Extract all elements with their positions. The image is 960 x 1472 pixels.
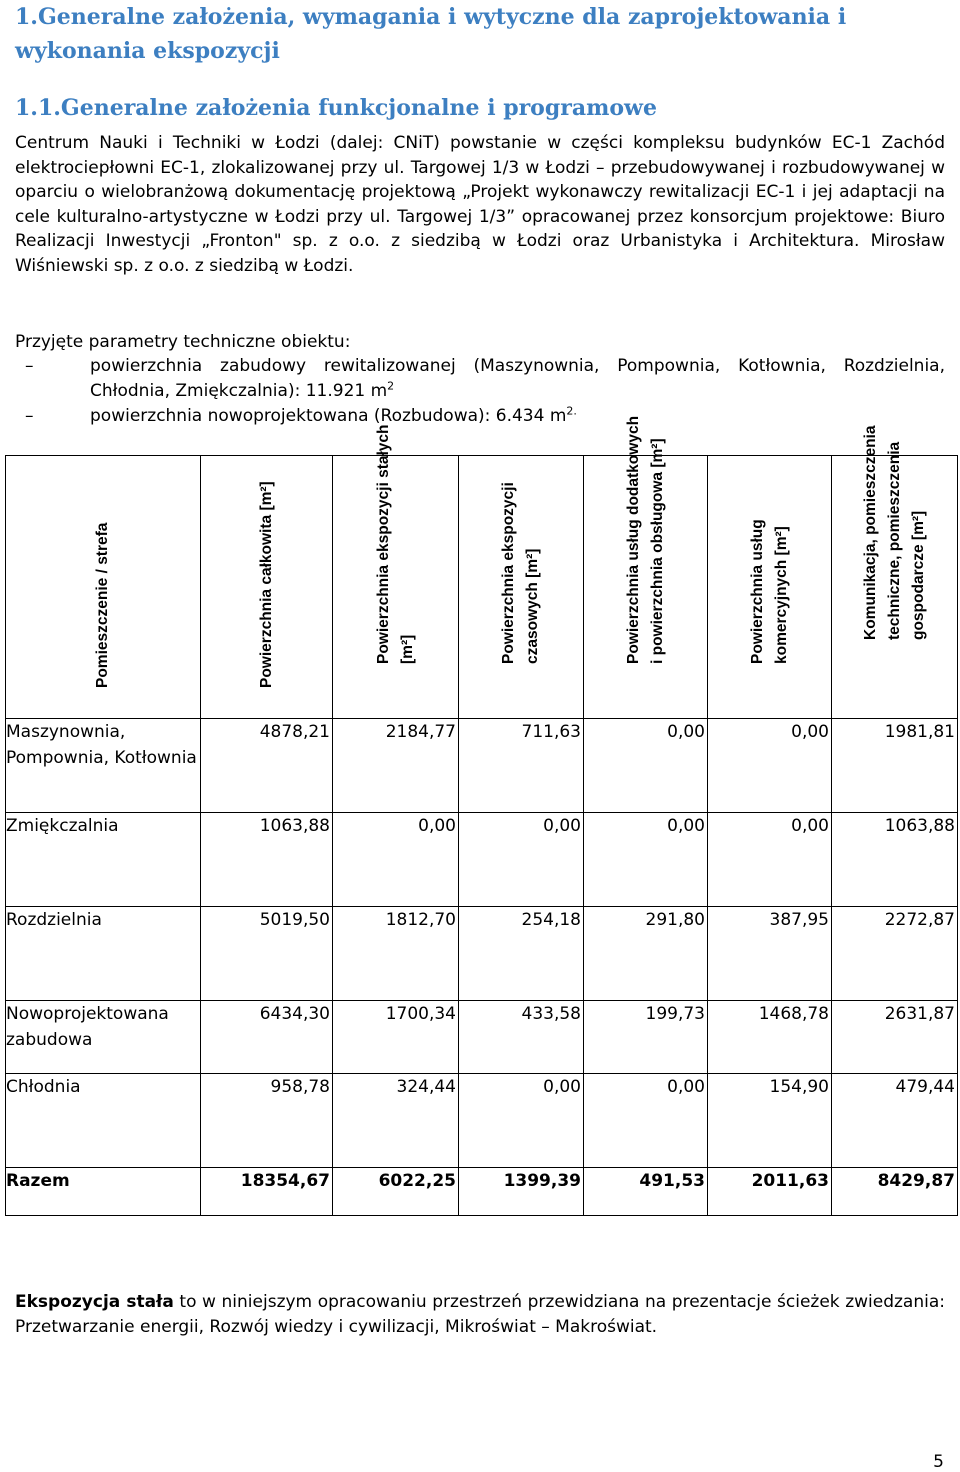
column-header: Powierzchnia całkowita [m²] xyxy=(257,481,275,688)
table-cell: 711,63 xyxy=(459,719,584,813)
table-cell: 1063,88 xyxy=(201,813,333,907)
list-item-text: powierzchnia zabudowy rewitalizowanej (Maszynownia, Pompownia, Kotłownia, Rozdzielnia, Chłodnia, Zmiękczalnia): 11.921 m xyxy=(90,356,945,401)
table-header-cell xyxy=(584,415,708,719)
table-cell: 6434,30 xyxy=(201,1001,333,1074)
column-header: Powierzchnia usług dodatkowych i powierzchnia obsługowa [m²] xyxy=(624,415,666,664)
table-header-cell xyxy=(333,424,459,719)
table-cell: 0,00 xyxy=(708,813,832,907)
table-cell: 1981,81 xyxy=(832,719,958,813)
list-item xyxy=(15,354,945,404)
list-dash: – xyxy=(25,356,34,376)
exposition-term: Ekspozycja stała xyxy=(15,1292,174,1312)
parameters-list xyxy=(15,354,945,429)
table-cell: 2272,87 xyxy=(832,907,958,1001)
table-cell: 1399,39 xyxy=(459,1168,584,1216)
table-cell: 0,00 xyxy=(584,719,708,813)
row-name: Zmiękczalnia xyxy=(6,813,201,907)
list-dash: – xyxy=(25,406,34,426)
table-cell: 4878,21 xyxy=(201,719,333,813)
table-header-cell xyxy=(6,456,201,719)
table-cell: 324,44 xyxy=(333,1074,459,1168)
table-row xyxy=(6,719,958,813)
table-cell: 0,00 xyxy=(459,1074,584,1168)
table-cell: 0,00 xyxy=(708,719,832,813)
column-header: Powierzchnia usług komercyjnych [m²] xyxy=(748,519,790,664)
table-cell: 479,44 xyxy=(832,1074,958,1168)
list-item-sup: 2 xyxy=(387,379,395,393)
row-name: Nowoprojektowana zabudowa xyxy=(6,1001,201,1074)
table-row xyxy=(6,907,958,1001)
list-item xyxy=(15,404,945,429)
table-header-cell xyxy=(708,456,832,719)
table-cell: 0,00 xyxy=(584,1074,708,1168)
table-cell: 1468,78 xyxy=(708,1001,832,1074)
table-cell: 2184,77 xyxy=(333,719,459,813)
table-cell: 8429,87 xyxy=(832,1168,958,1216)
exposition-text: to w niniejszym opracowaniu przestrzeń przewidziana na prezentacje ścieżek zwiedzania: Przetwarzanie energii, Rozwój wiedzy i cywilizacji, Mikroświat – Makroświat. xyxy=(15,1292,945,1337)
table-cell: 154,90 xyxy=(708,1074,832,1168)
table-cell: 491,53 xyxy=(584,1168,708,1216)
column-header: Powierzchnia ekspozycji stałych [m²] xyxy=(374,424,416,664)
table-cell: 958,78 xyxy=(201,1074,333,1168)
table-cell: 0,00 xyxy=(584,813,708,907)
intro-paragraph: Centrum Nauki i Techniki w Łodzi (dalej: CNiT) powstanie w części kompleksu budynków EC-1 Zachód elektrociepłowni EC-1, zlokalizowanej przy ul. Targowej 1/3 w Łodzi – przebudowywanej i rozbudowywanej w oparciu o wielobranżową dokumentację projektową „Projekt wykonawczy rewitalizacji EC-1 i jej adaptacji na cele kulturalno-artystyczne w Łodzi przy ul. Targowej 1/3” opracowanej przez konsorcjum projektowe: Biuro Realizacji Inwestycji „Fronton" sp. z o.o. z siedzibą w Łodzi oraz Urbanistyka i Architektura. Mirosław Wiśniewski sp. z o.o. z siedzibą w Łodzi. xyxy=(15,133,945,276)
table-cell: 18354,67 xyxy=(201,1168,333,1216)
column-header: Powierzchnia ekspozycji czasowych [m²] xyxy=(500,482,541,664)
row-name: Maszynownia, Pompownia, Kotłownia xyxy=(6,719,201,813)
table-cell: 1700,34 xyxy=(333,1001,459,1074)
table-cell: 0,00 xyxy=(333,813,459,907)
column-header: Komunikacja, pomieszczenia techniczne, pomieszczenia gospodarcze [m²] xyxy=(861,425,927,640)
table-cell: 433,58 xyxy=(459,1001,584,1074)
list-item-text: powierzchnia nowoprojektowana (Rozbudowa): 6.434 m xyxy=(90,406,567,426)
row-name: Razem xyxy=(6,1168,201,1216)
exposition-paragraph xyxy=(15,1290,945,1340)
table-header-cell xyxy=(832,425,958,719)
table-row xyxy=(6,1001,958,1074)
table-cell: 1812,70 xyxy=(333,907,459,1001)
page-number: 5 xyxy=(933,1452,944,1472)
subsection-heading: 1.1.Generalne założenia funkcjonalne i programowe xyxy=(15,95,657,121)
column-header: Pomieszczenie / strefa xyxy=(94,522,111,688)
section-heading: 1.Generalne założenia, wymagania i wytyczne dla zaprojektowania i wykonania ekspozycji xyxy=(15,4,847,64)
table-row xyxy=(6,813,958,907)
table-cell: 2011,63 xyxy=(708,1168,832,1216)
table-cell: 6022,25 xyxy=(333,1168,459,1216)
table-header-cell xyxy=(201,456,333,719)
table-cell: 1063,88 xyxy=(832,813,958,907)
table-cell: 291,80 xyxy=(584,907,708,1001)
table-header-cell xyxy=(459,456,584,719)
list-item-sup: 2. xyxy=(566,404,577,418)
table-cell: 387,95 xyxy=(708,907,832,1001)
table-row xyxy=(6,1074,958,1168)
parameters-intro: Przyjęte parametry techniczne obiektu: xyxy=(15,332,351,352)
row-name: Chłodnia xyxy=(6,1074,201,1168)
table-total-row xyxy=(6,1168,958,1216)
table-cell: 199,73 xyxy=(584,1001,708,1074)
row-name: Rozdzielnia xyxy=(6,907,201,1001)
table-cell: 0,00 xyxy=(459,813,584,907)
table-cell: 2631,87 xyxy=(832,1001,958,1074)
table-cell: 5019,50 xyxy=(201,907,333,1001)
table-cell: 254,18 xyxy=(459,907,584,1001)
